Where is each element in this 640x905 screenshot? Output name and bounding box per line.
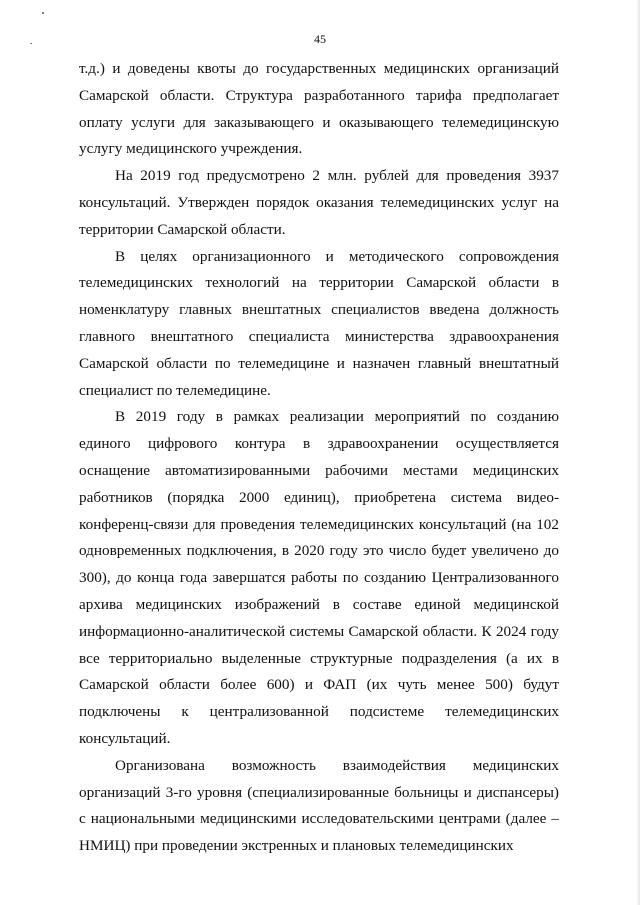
paragraph-budget: На 2019 год предусмотрено 2 млн. рублей для проведения 3937 консультаций. Утвержден порядок оказания телемедицинских услуг на территории Самарской области. [79, 167, 559, 238]
paragraph-digital-contour: В 2019 году в рамках реализации мероприятий по созданию единого цифрового контура в здравоохранении осуществляется оснащение автоматизированными рабочими местами медицинских работников (порядка 2000 единиц), приобретена система видео-конференц-связи для проведения телемедицинских консультаций (на 102 одновременных подключения, в 2020 году это число будет увеличено до 300), до конца года завершатся работы по созданию Централизованного архива медицинских изображений в составе единой медицинской информационно-аналитической системы Самарской области. К 2024 году все территориально выделенные структурные подразделения (а их в Самарской области более 600) и ФАП (их чуть менее 500) будут подключены к централизованной подсистеме телемедицинских консультаций. [79, 408, 559, 747]
scan-edge-shadow [636, 0, 640, 905]
paragraph-specialist: В целях организационного и методического сопровождения телемедицинских технологий на территории Самарской области в номенклатуру главных внештатных специалистов введена должность главного внештатного специалиста министерства здравоохранения Самарской области по телемедицине и назначен главный внештатный специалист по телемедицине. [79, 247, 559, 399]
paragraph-nmic: Организована возможность взаимодействия медицинских организаций 3-го уровня (специализированные больницы и диспансеры) с национальными медицинскими исследовательскими центрами (далее – НМИЦ) при проведении экстренных и плановых телемедицинских [79, 756, 559, 855]
scan-speck [42, 12, 44, 14]
page-number: 45 [314, 32, 326, 46]
document-body [79, 56, 559, 860]
paragraph-continued: т.д.) и доведены квоты до государственных медицинских организаций Самарской области. Структура разработанного тарифа предполагает оплату услуги для заказывающего и оказывающего телемедицинскую услугу медицинского учреждения. [79, 60, 559, 158]
